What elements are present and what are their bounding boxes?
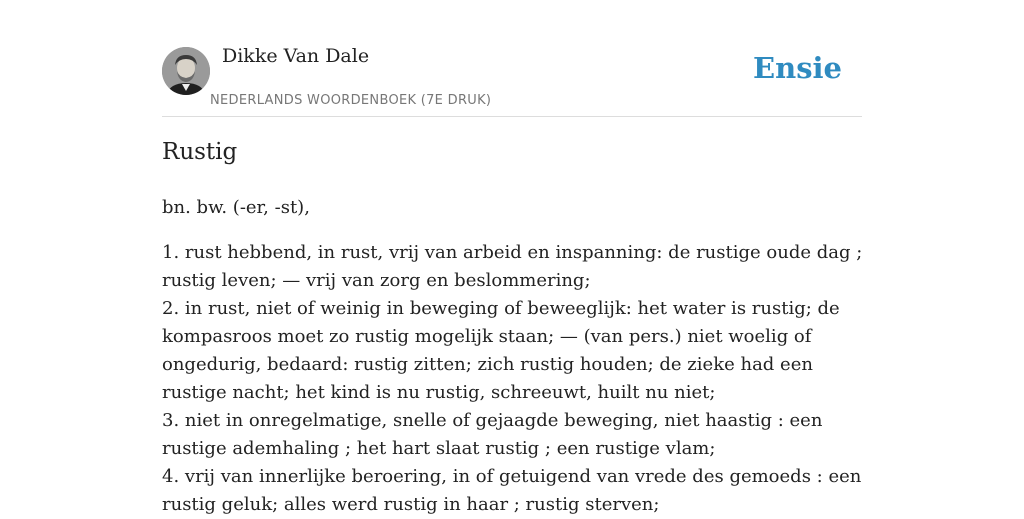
entry-grammar: bn. bw. (-er, -st), xyxy=(162,197,310,218)
portrait-icon xyxy=(162,47,210,95)
author-name[interactable]: Dikke Van Dale xyxy=(222,45,370,67)
definition-1: 1. rust hebbend, in rust, vrij van arbeid en inspanning: de rustige oude dag ; rustig leven; — vrij van zorg en beslommering; xyxy=(162,242,863,291)
page xyxy=(162,0,863,515)
entry-title: Rustig xyxy=(162,139,238,165)
ensie-logo[interactable]: Ensie xyxy=(753,51,842,85)
author-avatar[interactable] xyxy=(162,47,210,95)
definition-2: 2. in rust, niet of weinig in beweging of beweeglijk: het water is rustig; de kompasroos moet zo rustig mogelijk staan; — (van pers.) niet woelig of ongedurig, bedaard: rustig zitten; zich rustig houden; de zieke had een rustige nacht; het kind is nu rustig, schreeuwt, huilt nu niet; xyxy=(162,298,840,403)
header xyxy=(162,0,862,117)
entry-definitions xyxy=(162,239,872,519)
definition-4: 4. vrij van innerlijke beroering, in of getuigend van vrede des gemoeds : een rustig geluk; alles werd rustig in haar ; rustig sterven; xyxy=(162,466,862,515)
dictionary-source: NEDERLANDS WOORDENBOEK (7E DRUK) xyxy=(210,93,492,108)
definition-3: 3. niet in onregelmatige, snelle of gejaagde beweging, niet haastig : een rustige ademhaling ; het hart slaat rustig ; een rustige vlam; xyxy=(162,410,823,459)
